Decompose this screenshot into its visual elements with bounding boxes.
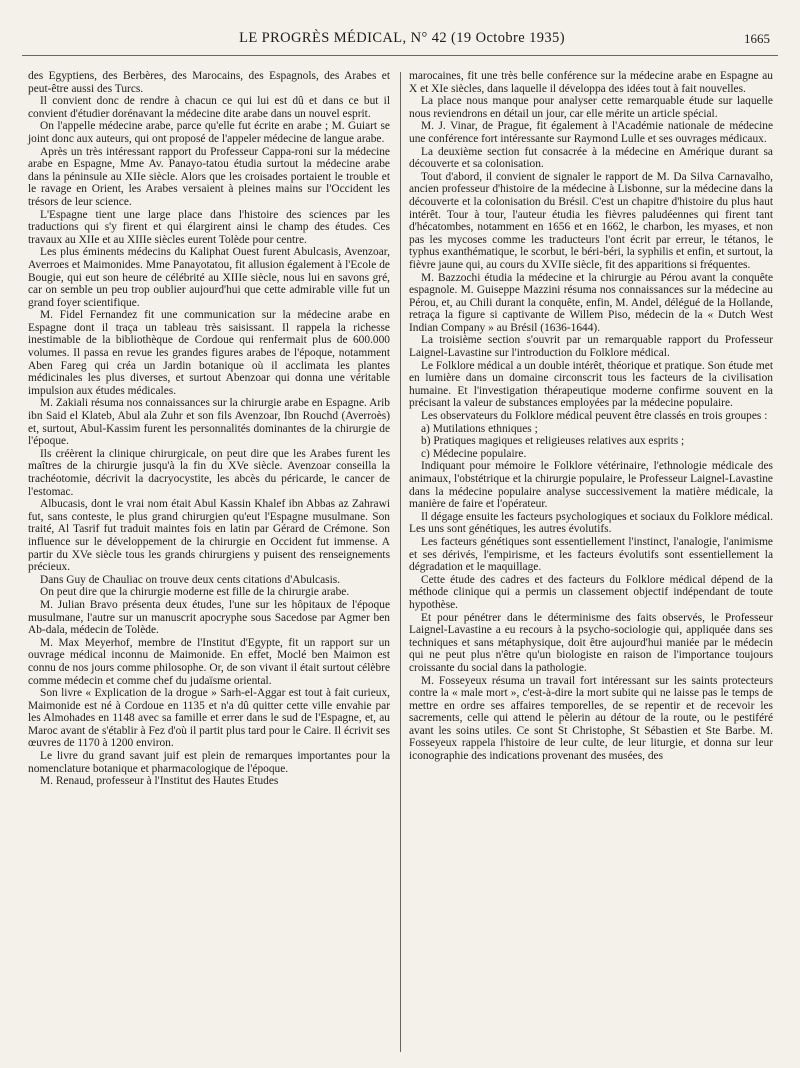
paragraph: Les observateurs du Folklore médical peuvent être classés en trois groupes :: [421, 410, 768, 423]
paragraph: M. J. Vinar, de Prague, fit également à l'Académie nationale de médecine une conférence fort intéressante sur Raymond Lulle et ses ouvrages médicaux.: [409, 120, 773, 145]
paragraph: Tout d'abord, il convient de signaler le rapport de M. Da Silva Carnavalho, ancien professeur d'histoire de la médecine à Lisbonne, sur la médecine dans la découverte et la colonisation du Brésil. C'est un chapitre d'histoire du plus haut intérêt. Tour à tour, l'auteur étudia les fièvres paludéennes qui firent tant d'hécatombes, notamment en 1656 et en 1662, le charbon, les myases, et non pas les mycoses comme les traducteurs l'ont écrit par erreur, le tétanos, le typhus exanthématique, le scorbut, le béri-béri, la syphilis et enfin, et surtout, la fièvre jaune qui, au cours du XVIIe siècle, fit des apparitions si fréquentes.: [409, 170, 773, 271]
paragraph: Ils créèrent la clinique chirurgicale, on peut dire que les Arabes furent les maîtres de la chirurgie jusqu'à la fin du XVe siècle. Avenzoar conseilla la trachéotomie, décrivit la dacryocystite, les abcès du péricarde, le cancer de l'estomac.: [28, 447, 390, 498]
paragraph: M. Fidel Fernandez fit une communication sur la médecine arabe en Espagne dont il traça un tableau très saisissant. Il rappela la richesse inestimable de la bibliothèque de Cordoue qui renfermait plus de 600.000 volumes. Il passa en revue les grandes figures arabes de l'époque, notamment Aben Fareg qui créa un Jardin botanique où il acclimata les plantes médicinales les plus diverses, et surtout Abenzoar qui donna une véritable impulsion aux études médicales.: [28, 309, 390, 397]
running-header: [28, 30, 776, 52]
paragraph: Après un très intéressant rapport du Professeur Cappa-roni sur la médecine arabe en Espagne, Mme Av. Panayo-tatou étudia surtout la médecine arabe dans la péninsule au XIIe siècle. Alors que les croisades portaient le trouble et le ravage en Orient, les Arabes versaient à pleines mains sur l'Occident les trésors de leur science.: [28, 145, 390, 208]
paragraph: des Egyptiens, des Berbères, des Marocains, des Espagnols, des Arabes et peut-être aussi des Turcs.: [28, 70, 390, 95]
paragraph: La place nous manque pour analyser cette remarquable étude sur laquelle nous reviendrons en détail un jour, car elle mérite un article spécial.: [409, 95, 773, 120]
paragraph: M. Zakiali résuma nos connaissances sur la chirurgie arabe en Espagne. Arib ibn Said el Klateb, Abul ala Zuhr et son fils Avenzoar, Ibn Rouchd (Averroès) et, surtout, Abul-Kassim furent les personnalités dominantes de la chirurgie de l'époque.: [28, 397, 390, 448]
left-column: [28, 70, 390, 788]
journal-title: LE PROGRÈS MÉDICAL, N° 42 (19 Octobre 1935): [239, 30, 565, 46]
paragraph: On peut dire que la chirurgie moderne est fille de la chirurgie arabe.: [40, 586, 350, 599]
column-divider: [400, 72, 401, 1052]
paragraph: M. Renaud, professeur à l'Institut des Hautes Etudes: [40, 775, 279, 788]
paragraph: Indiquant pour mémoire le Folklore vétérinaire, l'ethnologie médicale des animaux, l'obstétrique et la chirurgie populaire, le Professeur Laignel-Lavastine dans la médecine populaire analyse successivement la matière médicale, la manière de faire et l'opérateur.: [409, 460, 773, 511]
list-item: b) Pratiques magiques et religieuses relatives aux esprits ;: [421, 435, 685, 448]
paragraph: Cette étude des cadres et des facteurs du Folklore médical dépend de la méthode clinique qui a permis un classement objectif indépendant de toute hypothèse.: [409, 573, 773, 611]
header-rule: [22, 55, 778, 56]
paragraph: La deuxième section fut consacrée à la médecine en Amérique durant sa découverte et sa colonisation.: [409, 145, 773, 171]
right-column: [409, 70, 773, 763]
paragraph: Les plus éminents médecins du Kaliphat Ouest furent Abulcasis, Avenzoar, Averroes et Maimonides. Mme Panayotatou, fit allusion également à l'Ecole de Bougie, qui eut son heure de célébrité au XIIIe siècle, nous lui en savons gré, car on semble un peu trop oublier aujourd'hui que cette admirable ville fut un grand foyer scientifique.: [28, 246, 390, 309]
list-item: a) Mutilations ethniques ;: [421, 422, 538, 435]
paragraph: La troisième section s'ouvrit par un remarquable rapport du Professeur Laignel-Lavastine sur l'introduction du Folklore médical.: [409, 334, 773, 360]
paragraph: Son livre « Explication de la drogue » Sarh-el-Aggar est tout à fait curieux, Maimonide est né à Cordoue en 1135 et n'a dû quitter cette ville envahie par les Almohades en 1148 avec sa famille et errer dans le sud de l'Espagne, et, au Maroc avant de s'établir à Fez d'où il partit plus tard pour le Caire. Il écrivit ses œuvres de 1170 à 1200 environ.: [28, 687, 390, 750]
paragraph: Le livre du grand savant juif est plein de remarques importantes pour la nomenclature botanique et pharmacologique de l'époque.: [28, 750, 390, 775]
paragraph: M. Bazzochi étudia la médecine et la chirurgie au Pérou avant la conquête espagnole. M. Guiseppe Mazzini résuma nos connaissances sur la médecine au Pérou, et, au Chili durant la conquête, enfin, M. Andel, délégué de la Hollande, retraça la figure si captivante de Willem Piso, médecin de la « Dutch West Indian Company » au Brésil (1636-1644).: [409, 271, 773, 334]
paragraph: Il dégage ensuite les facteurs psychologiques et sociaux du Folklore médical. Les uns sont génétiques, les autres évolutifs.: [409, 510, 773, 536]
list-item: c) Médecine populaire.: [421, 447, 527, 460]
paragraph: M. Julian Bravo présenta deux études, l'une sur les hôpitaux de l'époque musulmane, l'autre sur un manuscrit apocryphe sous Sacedose par Agmer ben Ab-dala, médecin de Tolède.: [28, 598, 390, 637]
paragraph: M. Fosseyeux résuma un travail fort intéressant sur les saints protecteurs contre la « male mort », c'est-à-dire la mort subite qui ne laisse pas le temps de mettre en ordre ses affaires temporelles, de se repentir et de recevoir les sacrements, celle qui attend le pèlerin au détour de la route, ou le pestiféré avant les soins utiles. Ce sont St Christophe, St Sébastien et Ste Barbe. M. Fosseyeux rappela l'histoire de leur culte, de leur liturgie, et donna sur leur iconographie des indications provenant des musées, des: [409, 674, 773, 763]
paragraph: On l'appelle médecine arabe, parce qu'elle fut écrite en arabe ; M. Guiart se joint donc aux auteurs, qui ont proposé de l'appeler médecine de langue arabe.: [28, 120, 390, 145]
paragraph: marocaines, fit une très belle conférence sur la médecine arabe en Espagne au X et XIe siècles, dans laquelle il développa des idées tout à fait nouvelles.: [409, 70, 773, 95]
paragraph: Les facteurs génétiques sont essentiellement l'instinct, l'analogie, l'animisme et ses dérivés, l'empirisme, et les facteurs évolutifs sont essentiellement la dégradation et le maquillage.: [409, 535, 773, 574]
paragraph: Et pour pénétrer dans le déterminisme des faits observés, le Professeur Laignel-Lavastine a eu recours à la psycho-sociologie qui, appliquée dans ses techniques et sans métaphysique, doit être aujourd'hui maniée par le médecin qui ne peut plus n'être qu'un biologiste en raison de l'importance toujours croissante du social dans la pathologie.: [409, 611, 773, 674]
paragraph: L'Espagne tient une large place dans l'histoire des sciences par les traductions qui s'y firent et qui élargirent ainsi le champ des études. Ces travaux au XIIe et au XIIIe siècles eurent Tolède pour centre.: [28, 208, 390, 246]
paragraph: Albucasis, dont le vrai nom était Abul Kassin Khalef ibn Abbas az Zahrawi fut, sans conteste, le plus grand chirurgien qu'eut l'Espagne musulmane. Son traité, Al Tasrif fut traduit maintes fois en latin par Gérard de Crémone. Son influence sur le développement de la chirurgie en Occident fut immense. A partir du XVe siècle tous les grands chirurgiens y puisent des renseignements précieux.: [28, 498, 390, 574]
page-number: 1665: [744, 31, 770, 46]
paragraph: Le Folklore médical a un double intérêt, théorique et pratique. Son étude met en lumière dans un domaine circonscrit tous les facteurs de la civilisation humaine. Et l'investigation thérapeutique moderne confirme souvent en la précisant la valeur de substances employées par la médecine populaire.: [409, 359, 773, 410]
paragraph: Il convient donc de rendre à chacun ce qui lui est dû et dans ce but il convient d'étudier dorénavant la médecine dite arabe dans un nouvel esprit.: [28, 95, 390, 120]
folklore-groups-list: [409, 423, 773, 461]
paragraph: M. Max Meyerhof, membre de l'Institut d'Egypte, fit un rapport sur un ouvrage médical inconnu de Maimonide. En effet, Moclé ben Maimon est connu de nos jours comme philosophe. Or, de son vivant il était surtout célèbre comme médecin et comme chef du judaïsme oriental.: [28, 636, 390, 687]
paragraph: Dans Guy de Chauliac on trouve deux cents citations d'Abulcasis.: [40, 573, 341, 586]
